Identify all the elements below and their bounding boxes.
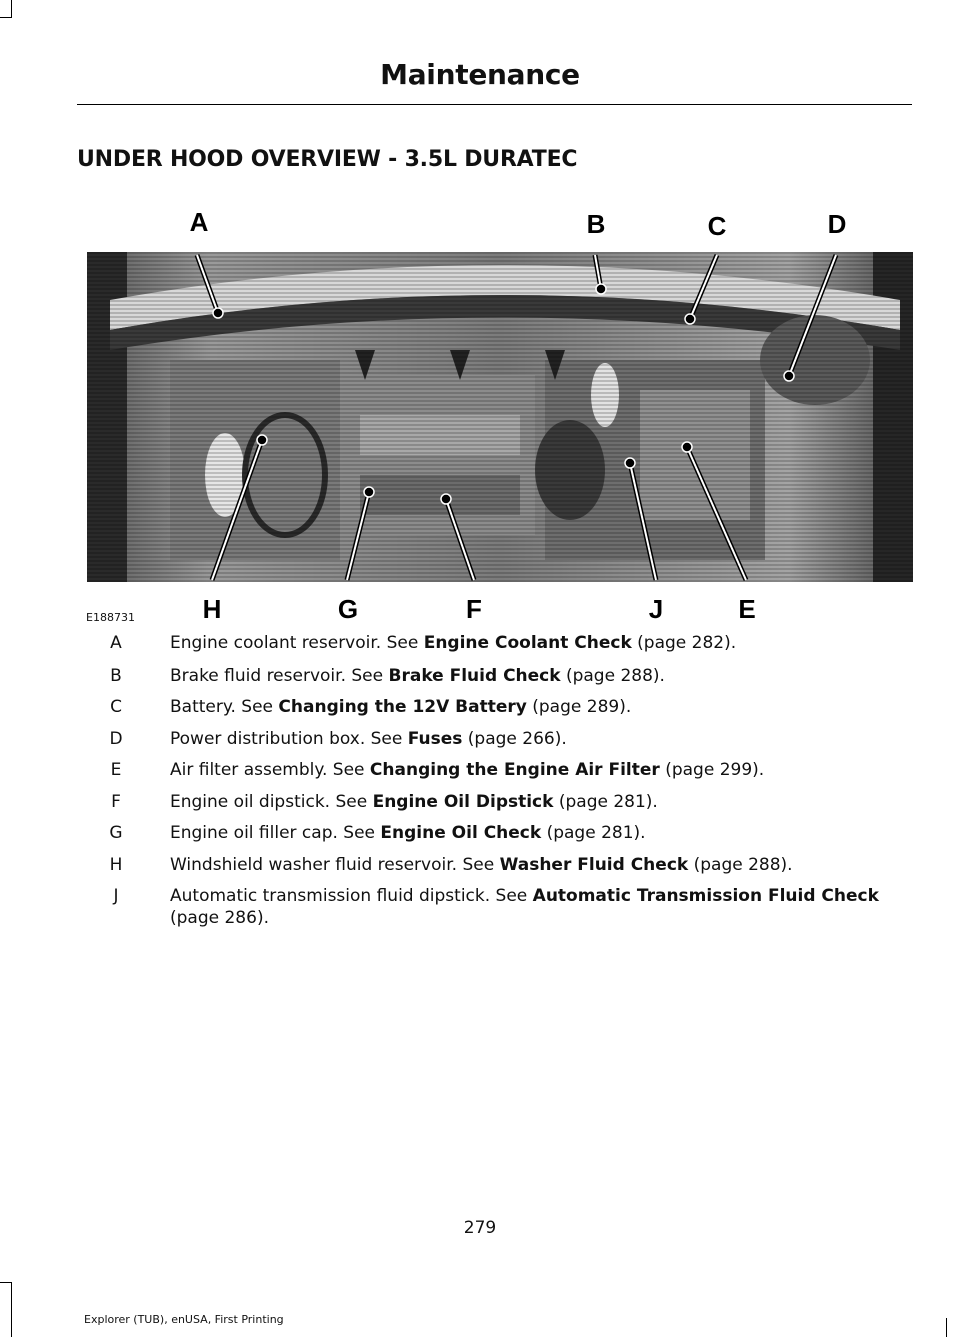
legend-page: (page 266). bbox=[462, 729, 567, 749]
legend-page: (page 281). bbox=[541, 823, 646, 843]
figure-id: E188731 bbox=[86, 611, 135, 624]
legend-ref-link[interactable]: Engine Oil Dipstick bbox=[372, 792, 554, 812]
crop-mark-bottom-left-h bbox=[0, 1282, 12, 1283]
callout-dot-b bbox=[596, 284, 606, 294]
legend-letter: F bbox=[111, 792, 121, 812]
callout-label-f: F bbox=[466, 594, 482, 624]
legend-text bbox=[170, 759, 890, 781]
legend-page: (page 299). bbox=[659, 760, 765, 780]
legend-page: (page 288). bbox=[560, 666, 665, 686]
callout-label-c: C bbox=[707, 211, 727, 241]
legend-desc: Engine oil filler cap. See bbox=[170, 823, 381, 843]
legend-letter: E bbox=[110, 760, 122, 780]
legend-page: (page 281). bbox=[553, 792, 658, 812]
legend-desc: Engine coolant reservoir. See bbox=[170, 633, 424, 653]
crop-mark-top-left-h bbox=[0, 17, 12, 18]
callout-label-e: E bbox=[738, 594, 756, 624]
legend-letter: C bbox=[110, 697, 122, 717]
legend-text bbox=[170, 696, 890, 718]
legend-desc: Brake fluid reservoir. See bbox=[170, 666, 389, 686]
callout-dot-f bbox=[441, 494, 451, 504]
legend-page: (page 289). bbox=[526, 697, 632, 717]
callout-label-g: G bbox=[337, 594, 359, 624]
legend-ref-link[interactable]: Washer Fluid Check bbox=[499, 855, 689, 875]
legend-letter: A bbox=[110, 633, 122, 653]
legend-page: (page 286). bbox=[170, 908, 269, 928]
legend-desc: Automatic transmission fluid dipstick. See bbox=[170, 886, 533, 906]
callout-dot-g bbox=[364, 487, 374, 497]
page-number: 279 bbox=[463, 1218, 497, 1238]
page-header-title: Maintenance bbox=[380, 58, 580, 91]
callout-dot-j bbox=[625, 458, 635, 468]
legend-letter: J bbox=[113, 886, 119, 906]
legend-ref-link[interactable]: Engine Coolant Check bbox=[423, 633, 632, 653]
legend-text bbox=[170, 665, 890, 687]
header-divider bbox=[77, 104, 912, 105]
footer-text: Explorer (TUB), enUSA, First Printing bbox=[84, 1313, 284, 1326]
callout-label-j: J bbox=[648, 594, 664, 624]
callout-label-a: A bbox=[189, 207, 209, 237]
callout-label-d: D bbox=[827, 209, 847, 239]
callout-label-b: B bbox=[586, 209, 606, 239]
crop-mark-top-left-v bbox=[11, 0, 12, 18]
legend-text bbox=[170, 791, 890, 813]
callout-dot-h bbox=[257, 435, 267, 445]
engine-bay-figure bbox=[0, 200, 960, 640]
legend-ref-link[interactable]: Fuses bbox=[407, 729, 463, 749]
legend-desc: Battery. See bbox=[170, 697, 279, 717]
engine-bay-illustration bbox=[0, 200, 960, 640]
legend-text bbox=[170, 632, 890, 654]
callout-dot-e bbox=[682, 442, 692, 452]
legend-letter: H bbox=[109, 855, 123, 875]
legend-text bbox=[170, 854, 890, 876]
section-title: UNDER HOOD OVERVIEW - 3.5L DURATEC bbox=[77, 147, 578, 172]
legend-page: (page 288). bbox=[688, 855, 793, 875]
legend-desc: Engine oil dipstick. See bbox=[170, 792, 373, 812]
legend-page: (page 282). bbox=[631, 633, 737, 653]
crop-mark-bottom-left-v bbox=[11, 1282, 12, 1337]
legend-text bbox=[170, 728, 890, 750]
callout-dot-c bbox=[685, 314, 695, 324]
legend-desc: Power distribution box. See bbox=[170, 729, 408, 749]
callout-dot-a bbox=[213, 308, 223, 318]
legend-letter: G bbox=[109, 823, 123, 843]
legend-ref-link[interactable]: Changing the 12V Battery bbox=[278, 697, 527, 717]
legend-ref-link[interactable]: Changing the Engine Air Filter bbox=[369, 760, 660, 780]
legend-ref-link[interactable]: Brake Fluid Check bbox=[388, 666, 561, 686]
legend-desc: Air filter assembly. See bbox=[170, 760, 370, 780]
legend-letter: D bbox=[109, 729, 123, 749]
legend-text bbox=[170, 885, 890, 929]
legend-desc: Windshield washer fluid reservoir. See bbox=[170, 855, 500, 875]
legend-letter: B bbox=[110, 666, 122, 686]
callout-dot-d bbox=[784, 371, 794, 381]
crop-mark-bottom-right-v bbox=[946, 1318, 947, 1337]
legend-ref-link[interactable]: Automatic Transmission Fluid Check bbox=[532, 886, 879, 906]
callout-label-h: H bbox=[202, 594, 222, 624]
legend-ref-link[interactable]: Engine Oil Check bbox=[380, 823, 542, 843]
legend-text bbox=[170, 822, 890, 844]
